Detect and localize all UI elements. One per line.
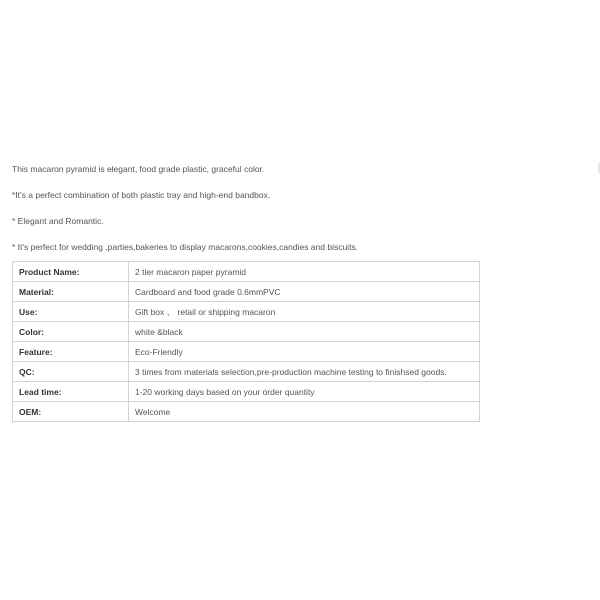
table-row <box>13 302 480 322</box>
table-row <box>13 322 480 342</box>
spec-label-product-name: Product Name: <box>13 262 129 282</box>
product-description-section <box>12 163 482 422</box>
table-row <box>13 382 480 402</box>
spec-label-feature: Feature: <box>13 342 129 362</box>
table-row <box>13 282 480 302</box>
spec-value-material: Cardboard and food grade 0.6mmPVC <box>129 282 480 302</box>
spec-value-product-name: 2 tier macaron paper pyramid <box>129 262 480 282</box>
table-row <box>13 342 480 362</box>
table-row <box>13 402 480 422</box>
spec-label-material: Material: <box>13 282 129 302</box>
spec-value-lead-time: 1-20 working days based on your order quantity <box>129 382 480 402</box>
table-row <box>13 362 480 382</box>
spec-label-color: Color: <box>13 322 129 342</box>
spec-value-feature: Eco-Friendly <box>129 342 480 362</box>
spec-value-use: Gift box 、 retail or shipping macaron <box>129 302 480 322</box>
spec-value-qc: 3 times from materials selection,pre-production machine testing to finishsed goods. <box>129 362 480 382</box>
description-line-combination: *It's a perfect combination of both plastic tray and high-end bandbox. <box>12 190 271 200</box>
description-line-elegant: * Elegant and Romantic. <box>12 216 104 226</box>
specifications-table <box>12 261 480 422</box>
description-line-usage: * It's perfect for wedding ,parties,bakeries to display macarons,cookies,candies and biscuits. <box>12 242 359 252</box>
spec-label-use: Use: <box>13 302 129 322</box>
description-line-intro: This macaron pyramid is elegant, food grade plastic, graceful color. <box>12 164 265 174</box>
spec-label-qc: QC: <box>13 362 129 382</box>
spec-value-color: white &black <box>129 322 480 342</box>
table-row <box>13 262 480 282</box>
spec-label-lead-time: Lead time: <box>13 382 129 402</box>
spec-value-oem: Welcome <box>129 402 480 422</box>
spec-label-oem: OEM: <box>13 402 129 422</box>
